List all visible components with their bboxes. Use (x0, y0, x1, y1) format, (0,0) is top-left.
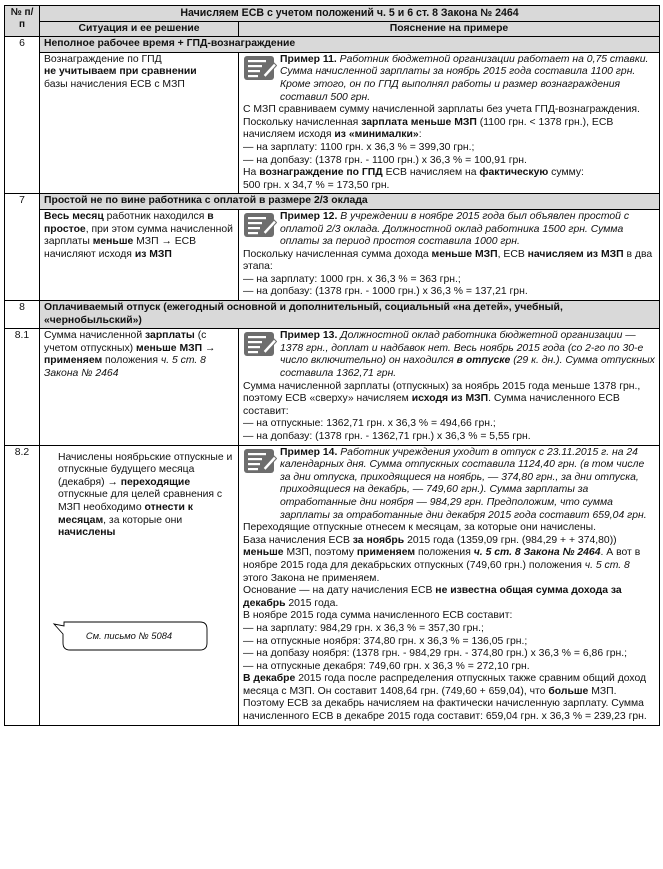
example-text: Работник бюджетной организации работает на 0,75 ставки. Сумма начисленной зарплаты за ноябрь 2015 года составила 1100 грн. Кроме этого, он по ГПД выполнял работы и размер вознаграждения составил 500 грн. (280, 53, 649, 103)
col-example-header: Пояснение на примере (239, 21, 660, 37)
text: положения (105, 355, 158, 367)
text-bold: не известна общая сумма дохода за декабрь (243, 585, 622, 609)
text-bold: зарплаты (145, 330, 195, 342)
row-number: 8 (5, 301, 40, 329)
row-number: 6 (5, 37, 40, 194)
text: МЗП. Поэтому ЕСВ за декабрь начисляем на фактически начисленную зарплату. Сумма начисленного ЕСВ в декабре 2015 года составит: 659,04 грн. х 36,3 % = 239,23 грн. (243, 685, 647, 723)
calc-line: — на допбазу: (1378 грн. - 1100 грн.) х 36,3 % = 100,91 грн. (243, 154, 527, 166)
example-text: Работник учреждения уходит в отпуск с 23.11.2015 г. на 24 календарных дня. Сумма отпускных составила 1124,40 грн. (в том числе за дни отпуска, приходящиеся на ноябрь, — 374,80 грн., за дни отпуска, приходящиеся на декабрь, — 749,60 грн.). Сумма зарплаты за отработанные дни ноября — 984,29 грн. Предположим, что сумма зарплаты за отработанные дни декабря 2015 года составит 659,04 грн. (280, 446, 647, 521)
example-cell (239, 209, 660, 300)
text: 2015 года (1359,09 грн. (984,29 + + 374,80)) (407, 534, 617, 546)
situation-cell (40, 445, 239, 725)
calc-line: 500 грн. х 34,7 % = 173,50 грн. (243, 179, 390, 191)
text-bold: отнести к месяцам (58, 501, 193, 526)
law-reference: ч. 5 ст. 8 (584, 559, 630, 571)
text: 2015 года после распределения отпускных также сравним общий доход месяца с МЗП. Он составит 1408,64 грн. (749,60 + 659,04), что (243, 673, 647, 697)
text-bold: меньше (92, 236, 134, 248)
section-row-6 (5, 37, 660, 53)
text: , за которые они (103, 514, 183, 526)
text-bold: меньше МЗП (136, 342, 203, 354)
explanation-paragraph: Переходящие отпускные отнесем к месяцам, за которые они начислены. (243, 522, 597, 534)
col-number-header: № п/п (5, 6, 40, 37)
text: Основание — на дату начисления ЕСВ (243, 585, 433, 597)
table-row (5, 329, 660, 445)
example-label: Пример 14. (280, 446, 338, 458)
text-bold: из «минималки» (334, 129, 419, 141)
text: работник находился (106, 210, 205, 222)
law-reference: ч. 5 ст. 8 Закона № 2464 (44, 355, 206, 380)
text: Поскольку начисленная сумма дохода (243, 248, 429, 260)
section-row-8 (5, 301, 660, 329)
text: . Сумма начисленного ЕСВ составит: (243, 393, 620, 417)
text: МЗП, поэтому (286, 547, 354, 559)
callout-text: См. письмо № 5084 (85, 630, 173, 641)
calc-line: — на допбазу: (1378 грн. - 1362,71 грн.) х 36,3 % = 5,55 грн. (243, 431, 531, 442)
explanation-paragraph (243, 249, 655, 274)
example-label: Пример 13. (280, 330, 338, 342)
text: отпускные для целей сравнения с МЗП необходимо (58, 489, 223, 513)
text-bold: применяем (44, 355, 103, 367)
row-number: 7 (5, 194, 40, 301)
text-bold: переходящие (120, 476, 191, 488)
example-cell (239, 52, 660, 194)
document-pencil-icon (243, 212, 277, 238)
text: : (418, 129, 422, 141)
text: С МЗП сравниваем сумму начисленной зарплаты без учета ГПД-вознаграждения. Поскольку начисленная (243, 104, 640, 128)
reference-callout (50, 622, 208, 649)
example-label: Пример 12. (280, 210, 338, 222)
text-bold: начислены (58, 527, 116, 539)
text: положения (417, 547, 471, 559)
text-bold: в простое (44, 210, 214, 235)
document-pencil-icon (243, 55, 277, 81)
text: , ЕСВ (497, 248, 525, 260)
text: МЗП → ЕСВ начисляют исходя (44, 236, 197, 260)
calc-line: — на допбазу: (1378 грн. - 1000 грн.) х 36,3 % = 137,21 грн. (243, 286, 528, 298)
law-reference: ч. 5 ст. 8 Закона № 2464 (473, 547, 601, 559)
text: → (205, 342, 216, 354)
section-title: Неполное рабочее время + ГПД-вознаграждение (40, 37, 660, 53)
text-bold: больше (548, 685, 589, 697)
text: 2015 года. (288, 597, 339, 609)
text: сумму: (551, 167, 584, 179)
example-label: Пример 11. (280, 53, 337, 65)
table-row (5, 445, 660, 725)
calc-line: — на допбазу ноября: (1378 грн. - 984,29 грн. - 374,80 грн.) х 36,3 % = 6,86 грн.; (243, 648, 628, 660)
example-cell (239, 445, 660, 725)
table-row (5, 52, 660, 194)
section-row-7 (5, 194, 660, 210)
explanation-paragraph (243, 585, 655, 610)
text-bold: меньше МЗП (431, 248, 498, 260)
situation-emphasis: не учитываем при сравнении (44, 66, 197, 78)
calc-line: — на отпускные: 1362,71 грн. х 36,3 % = 494,66 грн.; (243, 418, 496, 430)
text: ЕСВ начисляем на (385, 167, 477, 179)
text: База начисления ЕСВ (243, 534, 350, 546)
text: , при этом сумма начисленной зарплаты (44, 223, 233, 248)
situation-cell (40, 209, 239, 300)
example-block (243, 54, 655, 104)
calc-line: — на отпускные декабря: 749,60 грн. х 36,3 % = 272,10 грн. (243, 660, 530, 672)
example-block (243, 330, 655, 380)
section-title: Оплачиваемый отпуск (ежегодный основной и дополнительный, социальный «на детей», учебный, «чернобыльский») (40, 301, 660, 329)
explanation-paragraph (243, 673, 655, 723)
text: в два этапа: (243, 248, 653, 273)
text-bold: зарплата меньше МЗП (361, 116, 477, 128)
text: . А вот в ноябре 2015 года для декабрьских отпускных (749,60 грн.) положения (243, 547, 641, 571)
example-text: В учреждении в ноябре 2015 года был объявлен простой с оплатой 2/3 оклада. Должностной оклад работника 1500 грн. Сумма оплаты за период простоя составила 1000 грн. (280, 210, 630, 248)
situation-text: базы начисления ЕСВ с МЗП (44, 78, 185, 90)
table-subheader-row (5, 21, 660, 37)
text-bold: вознаграждение по ГПД (259, 167, 383, 179)
example-cell (239, 329, 660, 445)
situation-block (44, 452, 234, 540)
explanation-paragraph (243, 381, 655, 419)
calc-line: — на зарплату: 1000 грн. х 36,3 % = 363 грн.; (243, 273, 461, 285)
text-bold: фактическую (479, 167, 549, 179)
text-bold: применяем (356, 547, 416, 559)
example-block (243, 211, 655, 249)
example-text-bold: в отпуске (456, 355, 511, 367)
calc-line: — на отпускные ноября: 374,80 грн. х 36,3 % = 136,05 грн.; (243, 635, 528, 647)
example-text: Должностной оклад работника бюджетной организации — 1378 грн., доплат и надбавок нет. Весь ноябрь 2015 года (со 2-го по 30-е число включительно) он находился (280, 330, 644, 367)
calc-line: — на зарплату: 1100 грн. х 36,3 % = 399,30 грн.; (243, 141, 475, 153)
text: Сумма начисленной зарплаты (отпускных) за ноябрь 2015 года меньше 1378 грн., поэтому ЕСВ «сверху» начисляем (243, 380, 641, 405)
col-situation-header: Ситуация и ее решение (40, 21, 239, 37)
explanation-paragraph: В ноябре 2015 года сумма начисленного ЕСВ составит: (243, 610, 513, 622)
text-bold: В декабре (243, 673, 296, 685)
example-text: (29 к. дн.). Сумма отпускных составила 1362,71 грн. (280, 355, 655, 380)
table-title: Начисляем ЕСВ с учетом положений ч. 5 и 6 ст. 8 Закона № 2464 (40, 6, 660, 22)
row-number: 8.2 (5, 445, 40, 725)
text: этого Закона не применяем. (243, 572, 380, 584)
text: Начислены ноябрьские отпускные и отпускные будущего месяца (декабря) → (58, 451, 233, 488)
text-bold: из МЗП (586, 248, 624, 260)
explanation-paragraph (243, 167, 655, 180)
text-bold: из МЗП (134, 248, 172, 260)
explanation-paragraph (243, 104, 655, 142)
table-header-row (5, 6, 660, 22)
text-bold: Весь месяц (44, 210, 104, 222)
explanation-paragraph (243, 535, 655, 585)
calc-line: — на зарплату: 984,29 грн. х 36,3 % = 357,30 грн.; (243, 622, 484, 634)
text: На (243, 167, 257, 179)
document-pencil-icon (243, 448, 277, 474)
section-title: Простой не по вине работника с оплатой в размере 2/3 оклада (40, 194, 660, 210)
situation-cell (40, 329, 239, 445)
text-bold: меньше (243, 547, 284, 559)
text-bold: за ноябрь (352, 534, 405, 546)
text: (1100 грн. < 1378 грн.), ЕСВ начисляем исходя (243, 116, 614, 141)
text-bold: начисляем (527, 248, 584, 260)
example-block (243, 447, 655, 523)
text-bold: исходя из МЗП (411, 393, 489, 405)
text: Сумма начисленной (44, 330, 143, 342)
text: (с учетом отпускных) (44, 330, 207, 354)
situation-cell (40, 52, 239, 194)
table-row (5, 209, 660, 300)
situation-text: Вознаграждение по ГПД (44, 53, 162, 65)
row-number: 8.1 (5, 329, 40, 445)
document-pencil-icon (243, 331, 277, 357)
